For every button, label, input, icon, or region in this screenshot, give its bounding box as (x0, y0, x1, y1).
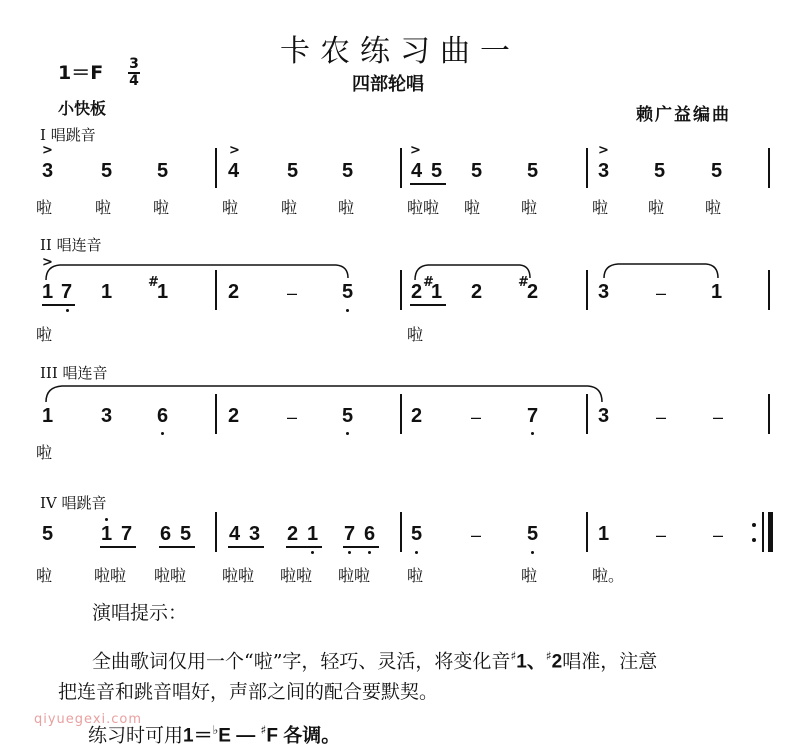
subtitle: 四部轮唱 (352, 74, 424, 95)
lyric: 啦 (36, 325, 53, 344)
barline (586, 512, 588, 552)
lyric: 啦啦 (94, 566, 127, 585)
note: 5 (157, 160, 169, 182)
tips-line-1: 全曲歌词仅用一个“啦”字，轻巧、灵活，将变化音♯1、♯2唱准，注意 (92, 649, 658, 673)
octave-dot (348, 551, 351, 554)
note: 5 (42, 523, 54, 545)
lyric: 啦 (521, 566, 538, 585)
sharp-sign: # (423, 275, 434, 290)
note: 3 (249, 523, 261, 545)
dash: – (656, 283, 667, 303)
voice-label: I 唱跳音 (40, 126, 96, 144)
octave-dot (311, 551, 314, 554)
note: 5 (101, 160, 113, 182)
repeat-dot (752, 538, 756, 542)
tempo-marking: 小快板 (58, 99, 107, 118)
dash: – (656, 407, 667, 427)
lyric: 啦 (592, 198, 609, 217)
lyric: 啦。 (592, 566, 625, 585)
note: 2 (228, 281, 240, 303)
note: 5 (342, 405, 354, 427)
note: 6 (157, 405, 169, 427)
beam (42, 304, 75, 306)
sharp-note: 1、 (516, 651, 546, 673)
note: 2 (228, 405, 240, 427)
note: 5 (654, 160, 666, 182)
lyric: 啦 (407, 325, 424, 344)
barline (215, 512, 217, 552)
note: 3 (598, 160, 610, 182)
page-title: 卡农练习曲一 (280, 34, 520, 69)
note: 7 (61, 281, 73, 303)
key-signature: 1＝F (58, 62, 104, 84)
note: 2 (411, 405, 423, 427)
note: 1 (42, 281, 54, 303)
note: 4 (229, 523, 241, 545)
key-text: E — (218, 725, 261, 747)
accent-mark: > (42, 255, 53, 270)
beam (410, 304, 446, 306)
tips-text: 全曲歌词仅用一个“啦”字，轻巧、灵活，将变化音 (92, 650, 511, 673)
note: 5 (527, 160, 539, 182)
note: 5 (180, 523, 192, 545)
note: 1 (598, 523, 610, 545)
barline (215, 270, 217, 310)
note: 5 (287, 160, 299, 182)
lyric: 啦 (36, 443, 53, 462)
barline (400, 512, 402, 552)
barline (768, 394, 770, 434)
beam (228, 546, 264, 548)
lyric: 啦 (464, 198, 481, 217)
lyric: 啦 (648, 198, 665, 217)
note: 7 (527, 405, 539, 427)
beam (159, 546, 195, 548)
barline (400, 270, 402, 310)
beam (100, 546, 136, 548)
voice-label: II 唱连音 (40, 236, 102, 254)
lyric: 啦啦 (280, 566, 313, 585)
watermark: qiyuegexi.com (34, 712, 143, 727)
dash: – (287, 283, 298, 303)
lyric: 啦啦 (338, 566, 371, 585)
dash: – (287, 407, 298, 427)
voice-label: IV 唱跳音 (40, 494, 107, 512)
tips-text: 练习时可用 (88, 724, 184, 747)
dash: – (471, 407, 482, 427)
octave-dot (66, 309, 69, 312)
arranger-credit: 赖广益编曲 (636, 105, 731, 125)
accent-mark: > (42, 143, 53, 158)
note: 7 (121, 523, 133, 545)
note: 2 (527, 281, 539, 303)
accent-mark: > (229, 143, 240, 158)
final-barline (768, 512, 773, 552)
note: 6 (364, 523, 376, 545)
accent-mark: > (598, 143, 609, 158)
note: 5 (711, 160, 723, 182)
tips-heading: 演唱提示： (92, 602, 188, 624)
note: 2 (411, 281, 423, 303)
barline (215, 394, 217, 434)
octave-dot (161, 432, 164, 435)
barline (762, 512, 764, 552)
octave-dot (105, 518, 108, 521)
note: 1 (431, 281, 443, 303)
note: 1 (101, 523, 113, 545)
note: 4 (411, 160, 423, 182)
lyric: 啦 (521, 198, 538, 217)
beam (286, 546, 322, 548)
accent-mark: > (410, 143, 421, 158)
note: 1 (711, 281, 723, 303)
barline (768, 270, 770, 310)
octave-dot (368, 551, 371, 554)
note: 5 (411, 523, 423, 545)
lyric: 啦 (705, 198, 722, 217)
octave-dot (415, 551, 418, 554)
barline (586, 270, 588, 310)
repeat-dot (752, 523, 756, 527)
key-text: 1＝ (183, 725, 213, 747)
time-sig-denominator: 4 (129, 73, 139, 89)
note: 5 (527, 523, 539, 545)
tips-line-2: 把连音和跳音唱好，声部之间的配合要默契。 (58, 681, 439, 703)
note: 3 (598, 281, 610, 303)
note: 7 (344, 523, 356, 545)
note: 1 (101, 281, 113, 303)
dash: – (471, 525, 482, 545)
octave-dot (531, 551, 534, 554)
lyric: 啦 (281, 198, 298, 217)
lyric: 啦啦 (222, 566, 255, 585)
barline (586, 394, 588, 434)
note: 1 (42, 405, 54, 427)
sharp-note: 2 (551, 651, 563, 673)
dash: – (713, 525, 724, 545)
time-sig-numerator: 3 (129, 56, 139, 72)
sharp-sign: # (518, 275, 529, 290)
barline (400, 394, 402, 434)
lyric: 啦 (407, 566, 424, 585)
octave-dot (346, 309, 349, 312)
note: 3 (598, 405, 610, 427)
lyric: 啦啦 (154, 566, 187, 585)
lyric: 啦啦 (407, 198, 440, 217)
lyric: 啦 (153, 198, 170, 217)
note: 5 (471, 160, 483, 182)
note: 2 (471, 281, 483, 303)
note: 4 (228, 160, 240, 182)
note: 5 (342, 160, 354, 182)
dash: – (713, 407, 724, 427)
note: 6 (160, 523, 172, 545)
lyric: 啦 (36, 198, 53, 217)
tips-text: 唱准，注意 (562, 650, 658, 673)
note: 3 (42, 160, 54, 182)
lyric: 啦 (95, 198, 112, 217)
note: 5 (431, 160, 443, 182)
lyric: 啦 (338, 198, 355, 217)
note: 1 (307, 523, 319, 545)
note: 5 (342, 281, 354, 303)
lyric: 啦 (36, 566, 53, 585)
note: 3 (101, 405, 113, 427)
octave-dot (531, 432, 534, 435)
note: 1 (157, 281, 169, 303)
octave-dot (346, 432, 349, 435)
lyric: 啦 (222, 198, 239, 217)
key-text: F 各调。 (266, 725, 341, 747)
note: 2 (287, 523, 299, 545)
dash: – (656, 525, 667, 545)
tips-line-3: 练习时可用1＝♭E — ♯F 各调。 (88, 723, 341, 747)
sharp-sign: # (148, 275, 159, 290)
beam (343, 546, 379, 548)
voice-label: III 唱连音 (40, 364, 108, 382)
